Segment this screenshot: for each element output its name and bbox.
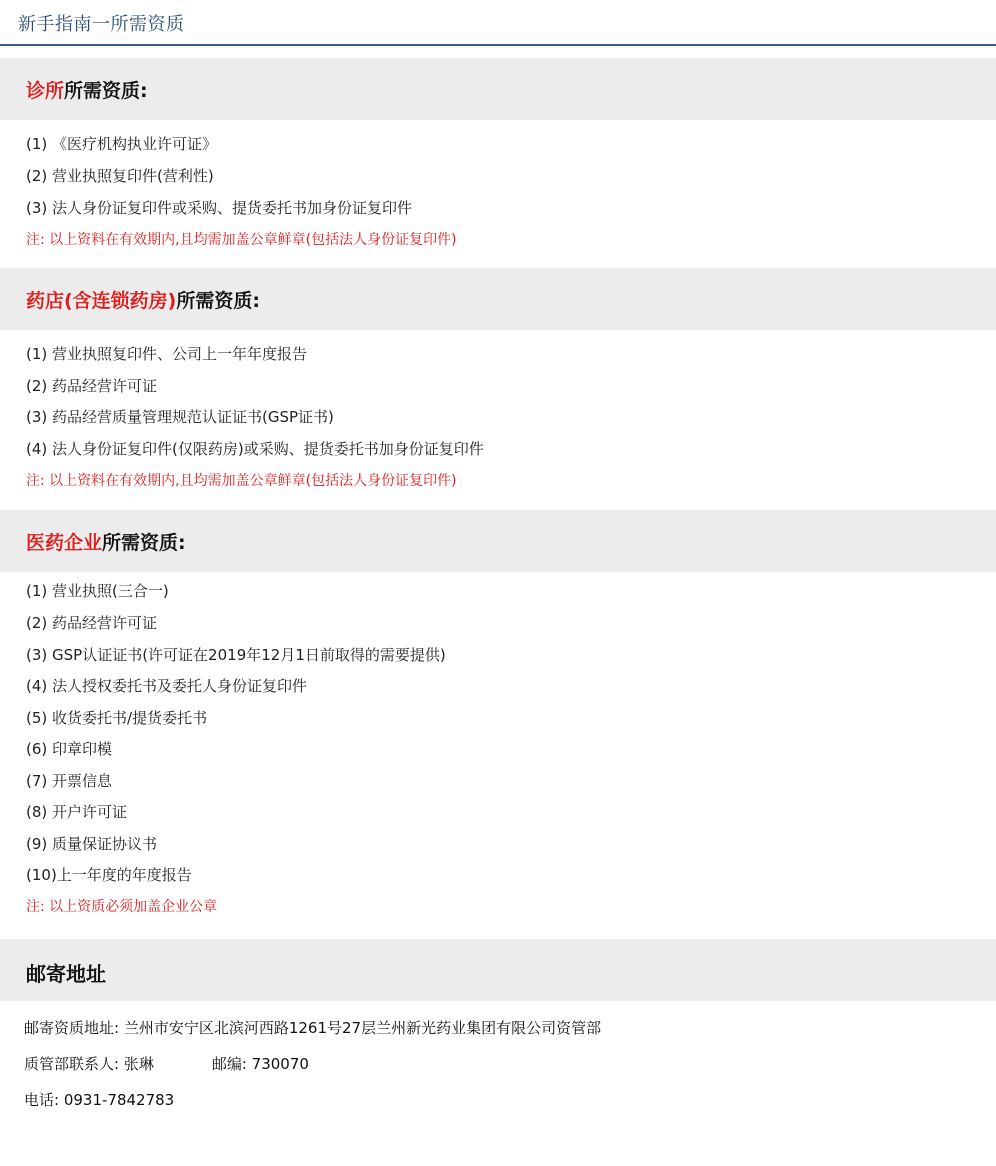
- phone-line: 电话: 0931-7842783: [24, 1091, 175, 1109]
- enterprise-section-header: [0, 510, 996, 572]
- enterprise-item-10: (10)上一年度的年度报告: [26, 866, 192, 884]
- enterprise-item-3: (3) GSP认证证书(许可证在2019年12月1日前取得的需要提供): [26, 646, 446, 664]
- enterprise-item-9: (9) 质量保证协议书: [26, 835, 158, 853]
- mailing-address: 邮寄资质地址: 兰州市安宁区北滨河西路1261号27层兰州新光药业集团有限公司资管部: [24, 1019, 602, 1037]
- pharmacy-item-1: (1) 营业执照复印件、公司上一年年度报告: [26, 345, 308, 363]
- page-header: [0, 0, 996, 46]
- clinic-item-3: (3) 法人身份证复印件或采购、提货委托书加身份证复印件: [26, 199, 413, 217]
- clinic-heading: [26, 76, 148, 103]
- contact-person: 质管部联系人: 张琳: [24, 1055, 154, 1073]
- enterprise-note: 注: 以上资质必须加盖企业公章: [26, 899, 218, 915]
- clinic-section-header: [0, 58, 996, 120]
- pharmacy-item-2: (2) 药品经营许可证: [26, 377, 158, 395]
- enterprise-item-1: (1) 营业执照(三合一): [26, 582, 169, 600]
- enterprise-item-2: (2) 药品经营许可证: [26, 614, 158, 632]
- enterprise-heading: [26, 528, 186, 555]
- mailing-section-header: [0, 939, 996, 1001]
- enterprise-item-6: (6) 印章印模: [26, 740, 113, 758]
- enterprise-heading-rest: 所需资质:: [102, 532, 186, 554]
- pharmacy-item-4: (4) 法人身份证复印件(仅限药房)或采购、提货委托书加身份证复印件: [26, 440, 484, 458]
- enterprise-item-4: (4) 法人授权委托书及委托人身份证复印件: [26, 677, 308, 695]
- clinic-item-2: (2) 营业执照复印件(营利性): [26, 167, 214, 185]
- mailing-heading: 邮寄地址: [26, 962, 106, 986]
- page-title: 新手指南一所需资质: [18, 14, 185, 35]
- postcode: 邮编: 730070: [211, 1055, 309, 1073]
- enterprise-item-7: (7) 开票信息: [26, 772, 113, 790]
- clinic-heading-highlight: 诊所: [26, 80, 65, 102]
- pharmacy-section-header: [0, 268, 996, 330]
- enterprise-item-8: (8) 开户许可证: [26, 803, 128, 821]
- clinic-note: 注: 以上资料在有效期内,且均需加盖公章鲜章(包括法人身份证复印件): [26, 232, 457, 248]
- pharmacy-heading-highlight: 药店(含连锁药房): [26, 290, 177, 312]
- enterprise-heading-highlight: 医药企业: [26, 532, 103, 554]
- pharmacy-heading-rest: 所需资质:: [176, 290, 260, 312]
- pharmacy-note: 注: 以上资料在有效期内,且均需加盖公章鲜章(包括法人身份证复印件): [26, 473, 457, 489]
- contact-line: [24, 1053, 309, 1074]
- clinic-item-1: (1) 《医疗机构执业许可证》: [26, 135, 218, 153]
- pharmacy-heading: [26, 286, 260, 313]
- clinic-heading-rest: 所需资质:: [64, 80, 148, 102]
- pharmacy-item-3: (3) 药品经营质量管理规范认证证书(GSP证书): [26, 408, 334, 426]
- enterprise-item-5: (5) 收货委托书/提货委托书: [26, 709, 208, 727]
